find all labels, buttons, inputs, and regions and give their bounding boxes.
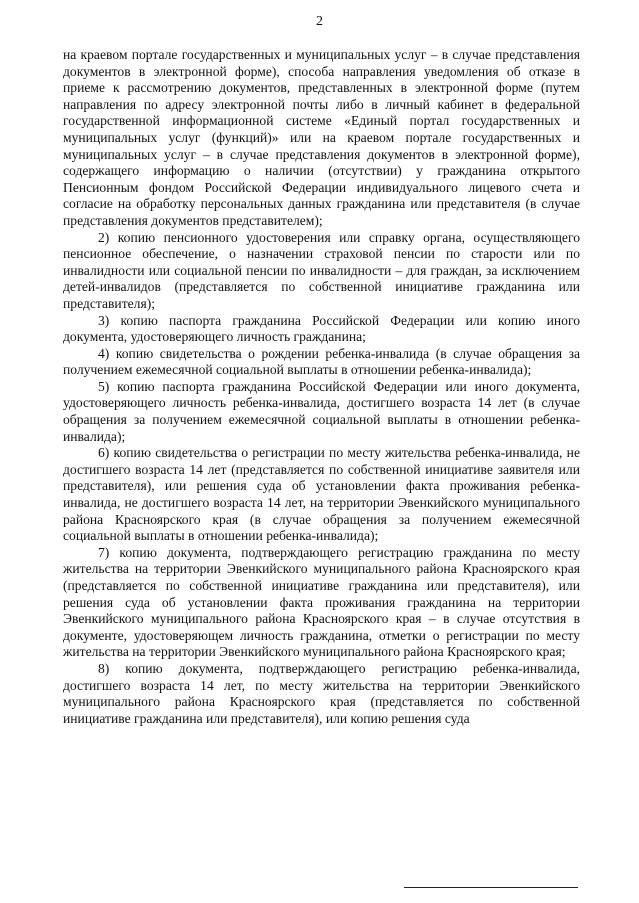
list-item-3: 3) копию паспорта гражданина Российской Федерации или копию иного документа, удостоверяющего личность гражданина; bbox=[63, 312, 580, 345]
list-item-7: 7) копию документа, подтверждающего регистрацию гражданина по месту жительства на территории Эвенкийского муниципального района Красноярского края (представляется по собственной инициативе гражданина или представителя), или решения суда об установлении факта проживания гражданина на территории Эвенкийского муниципального района Красноярского края – в случае отсутствия в документе, удостоверяющем личность гражданина, отметки о регистрации по месту жительства на территории Эвенкийского муниципального района Красноярского края; bbox=[63, 544, 580, 660]
list-item-2: 2) копию пенсионного удостоверения или справку органа, осуществляющего пенсионное обеспечение, о назначении страховой пенсии по старости или по инвалидности или социальной пенсии по инвалидности – для граждан, за исключением детей-инвалидов (представляется по собственной инициативе гражданина или представителя); bbox=[63, 229, 580, 311]
list-item-5: 5) копию паспорта гражданина Российской Федерации или иного документа, удостоверяющего личность ребенка-инвалида, достигшего возраста 14 лет (в случае обращения за получением ежемесячной социальной выплаты в отношении ребенка-инвалида); bbox=[63, 378, 580, 444]
list-item-4: 4) копию свидетельства о рождении ребенка-инвалида (в случае обращения за получением ежемесячной социальной выплаты в отношении ребенка-инвалида); bbox=[63, 345, 580, 378]
page-number: 2 bbox=[316, 14, 323, 29]
list-item-6: 6) копию свидетельства о регистрации по месту жительства ребенка-инвалида, не достигшего возраста 14 лет (представляется по собственной инициативе заявителя или представителя), или решения суда об установлении факта проживания ребенка-инвалида, не достигшего возраста 14 лет, на территории Эвенкийского муниципального района Красноярского края (в случае обращения за получением ежемесячной социальной выплаты в отношении ребенка-инвалида); bbox=[63, 445, 580, 544]
document-body bbox=[63, 47, 580, 727]
paragraph-continuation: на краевом портале государственных и муниципальных услуг – в случае представления документов в электронной форме), способа направления уведомления об отказе в приеме к рассмотрению документов, представленных в электронной форме (путем направления по адресу электронной почты либо в личный кабинет в федеральной государственной информационной системе «Единый портал государственных и муниципальных услуг (функций)» или на краевом портале государственных и муниципальных услуг – в случае представления документов в электронной форме), содержащего информацию о наличии (отсутствии) у гражданина открытого Пенсионным фондом Российской Федерации индивидуального лицевого счета и согласие на обработку персональных данных гражданина или представителя (в случае представления документов представителем); bbox=[63, 47, 580, 228]
list-item-8: 8) копию документа, подтверждающего регистрацию ребенка-инвалида, достигшего возраста 14 лет, по месту жительства на территории Эвенкийского муниципального района Красноярского края (представляется по собственной инициативе гражданина или представителя), или копию решения суда bbox=[63, 660, 580, 726]
footer-rule bbox=[404, 887, 578, 888]
